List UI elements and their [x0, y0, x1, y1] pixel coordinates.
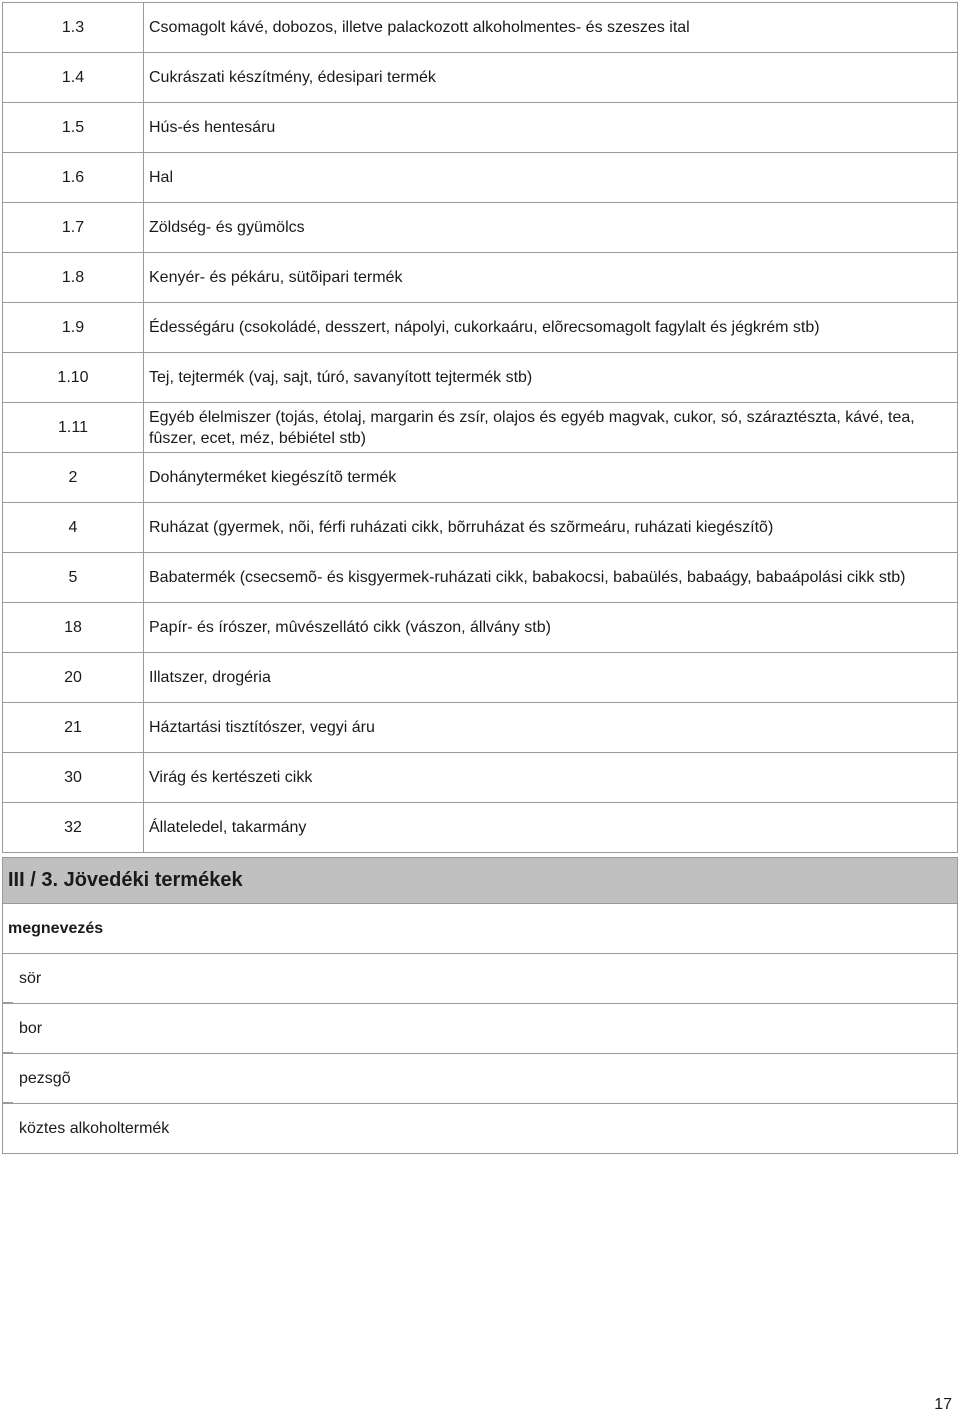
excise-item-row — [3, 954, 958, 1004]
category-description: Papír- és írószer, mûvészellátó cikk (vászon, állvány stb) — [144, 603, 958, 653]
column-header-row — [3, 904, 958, 954]
table-row — [3, 403, 958, 453]
excise-item — [3, 1104, 958, 1154]
excise-item-row — [3, 1104, 958, 1154]
table-row — [3, 303, 958, 353]
excise-item — [3, 954, 958, 1004]
excise-item-row — [3, 1054, 958, 1104]
category-code: 1.9 — [3, 303, 144, 353]
product-category-table — [2, 2, 958, 853]
category-code: 4 — [3, 503, 144, 553]
category-description: Illatszer, drogéria — [144, 653, 958, 703]
category-description: Állateledel, takarmány — [144, 803, 958, 853]
category-description: Tej, tejtermék (vaj, sajt, túró, savanyított tejtermék stb) — [144, 353, 958, 403]
table-row — [3, 803, 958, 853]
category-code: 30 — [3, 753, 144, 803]
row-tick-mark — [3, 1052, 13, 1053]
category-description: Virág és kertészeti cikk — [144, 753, 958, 803]
category-description: Babatermék (csecsemõ- és kisgyermek-ruházati cikk, babakocsi, babaülés, babaágy, babaápolási cikk stb) — [144, 553, 958, 603]
category-description: Ruházat (gyermek, nõi, férfi ruházati cikk, bõrruházat és szõrmeáru, ruházati kiegészítõ) — [144, 503, 958, 553]
table-row — [3, 553, 958, 603]
column-header-name: megnevezés — [3, 904, 958, 954]
category-code: 5 — [3, 553, 144, 603]
category-description: Édességáru (csokoládé, desszert, nápolyi, cukorkaáru, elõrecsomagolt fagylalt és jégkrém stb) — [144, 303, 958, 353]
category-description: Egyéb élelmiszer (tojás, étolaj, margarin és zsír, olajos és egyéb magvak, cukor, só, száraztészta, kávé, tea, fûszer, ecet, méz, bébiétel stb) — [144, 403, 958, 453]
excise-products-table — [2, 857, 958, 1154]
category-code: 1.3 — [3, 3, 144, 53]
excise-item-label: köztes alkoholtermék — [19, 1119, 170, 1137]
category-description: Kenyér- és pékáru, sütõipari termék — [144, 253, 958, 303]
category-code: 1.8 — [3, 253, 144, 303]
table-row — [3, 703, 958, 753]
table-row — [3, 653, 958, 703]
excise-item — [3, 1004, 958, 1054]
table-row — [3, 503, 958, 553]
category-code: 1.10 — [3, 353, 144, 403]
section-title: III / 3. Jövedéki termékek — [3, 858, 958, 904]
category-description: Háztartási tisztítószer, vegyi áru — [144, 703, 958, 753]
row-tick-mark — [3, 1102, 13, 1103]
category-code: 1.4 — [3, 53, 144, 103]
section-header-row — [3, 858, 958, 904]
category-description: Zöldség- és gyümölcs — [144, 203, 958, 253]
table-row — [3, 453, 958, 503]
category-description: Dohányterméket kiegészítõ termék — [144, 453, 958, 503]
table-row — [3, 353, 958, 403]
category-code: 1.6 — [3, 153, 144, 203]
page-number: 17 — [934, 1396, 952, 1413]
category-code: 1.5 — [3, 103, 144, 153]
category-code: 21 — [3, 703, 144, 753]
table-row — [3, 253, 958, 303]
category-description: Hús-és hentesáru — [144, 103, 958, 153]
excise-item-label: sör — [19, 969, 42, 987]
category-code: 18 — [3, 603, 144, 653]
category-description: Hal — [144, 153, 958, 203]
table-row — [3, 53, 958, 103]
excise-item — [3, 1054, 958, 1104]
category-description: Cukrászati készítmény, édesipari termék — [144, 53, 958, 103]
table-row — [3, 753, 958, 803]
category-code: 20 — [3, 653, 144, 703]
table-row — [3, 603, 958, 653]
category-description: Csomagolt kávé, dobozos, illetve palackozott alkoholmentes- és szeszes ital — [144, 3, 958, 53]
category-code: 2 — [3, 453, 144, 503]
row-tick-mark — [3, 1002, 13, 1003]
table-row — [3, 153, 958, 203]
table-row — [3, 203, 958, 253]
table-row — [3, 3, 958, 53]
excise-item-label: bor — [19, 1019, 43, 1037]
table-row — [3, 103, 958, 153]
category-code: 1.7 — [3, 203, 144, 253]
excise-item-row — [3, 1004, 958, 1054]
excise-item-label: pezsgõ — [19, 1069, 71, 1087]
category-code: 1.11 — [3, 403, 144, 453]
category-code: 32 — [3, 803, 144, 853]
